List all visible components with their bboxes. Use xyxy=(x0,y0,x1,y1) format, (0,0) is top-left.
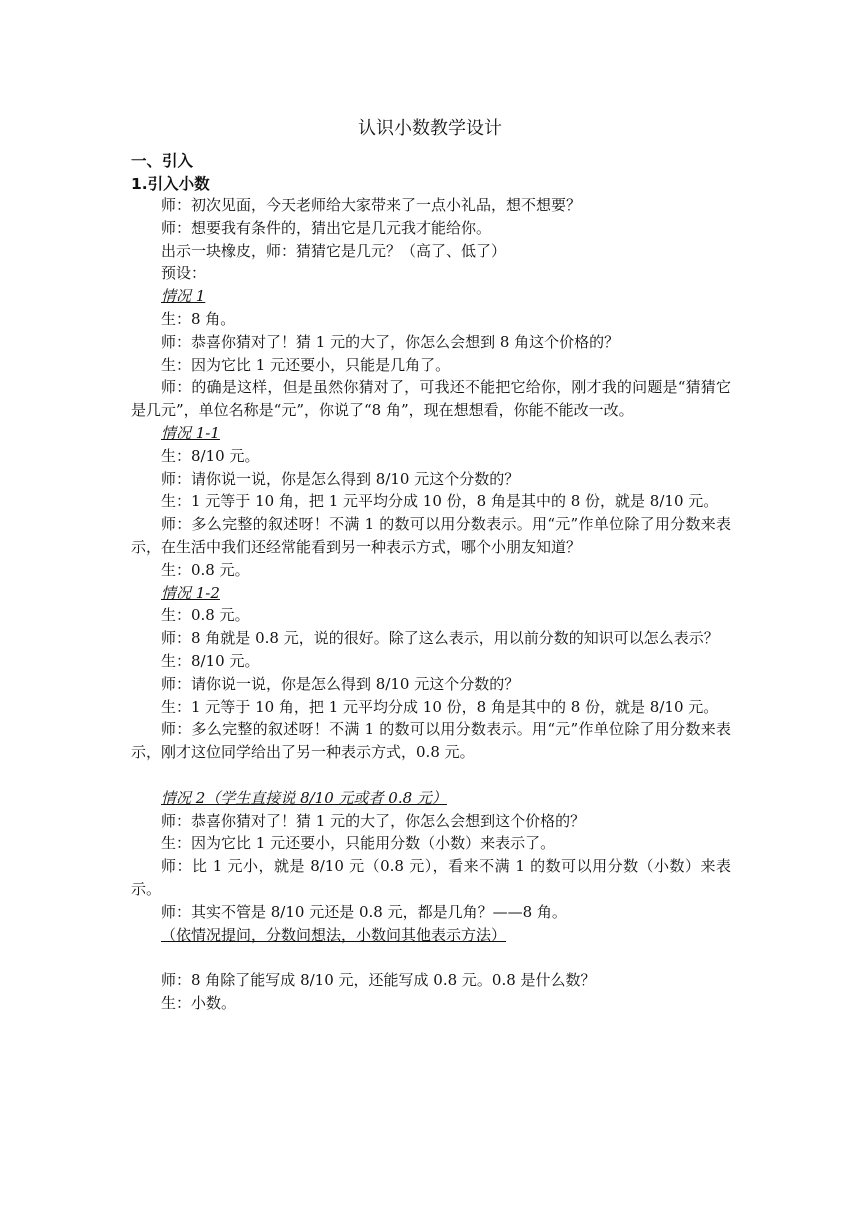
case-label: 情况 1-2 xyxy=(161,583,220,602)
paragraph: 师：恭喜你猜对了！猜 1 元的大了，你怎么会想到这个价格的？ xyxy=(161,811,586,830)
paragraph: 生：1 元等于 10 角，把 1 元平均分成 10 份，8 角是其中的 8 份，就是 8/10 元。 xyxy=(161,697,719,716)
case-label: 情况 1-1 xyxy=(161,423,220,442)
blank-line xyxy=(131,764,731,787)
document-body xyxy=(131,194,731,1015)
document-title: 认识小数教学设计 xyxy=(358,118,502,139)
paragraph: 师：8 角除了能写成 8/10 元，还能写成 0.8 元。0.8 是什么数？ xyxy=(161,971,596,990)
paragraph: 师：的确是这样，但是虽然你猜对了，可我还不能把它给你，刚才我的问题是“猜猜它是几元”，单位名称是“元”，你说了“8 角”，现在想想看，你能不能改一改。 xyxy=(131,378,731,420)
paragraph: 生：8/10 元。 xyxy=(161,651,260,670)
paragraph: 生：8/10 元。 xyxy=(161,446,260,465)
paragraph: 师：初次见面，今天老师给大家带来了一点小礼品，想不想要？ xyxy=(161,196,582,214)
paragraph: 生：小数。 xyxy=(161,993,237,1012)
paragraph: 师：请你说一说，你是怎么得到 8/10 元这个分数的？ xyxy=(161,469,520,488)
subsection-heading: 1.引入小数 xyxy=(131,175,210,193)
paragraph: 师：想要我有条件的，猜出它是几元我才能给你。 xyxy=(161,218,492,237)
paragraph: 师：请你说一说，你是怎么得到 8/10 元这个分数的？ xyxy=(161,674,520,693)
paragraph: 生：8 角。 xyxy=(161,309,236,328)
section-heading: 一、引入 xyxy=(131,152,194,170)
paragraph: 生：0.8 元。 xyxy=(161,560,250,579)
teaching-note: （依情况提问，分数问想法，小数问其他表示方法） xyxy=(161,925,507,944)
paragraph: 师：8 角就是 0.8 元，说的很好。除了这么表示，用以前分数的知识可以怎么表示？ xyxy=(161,629,719,648)
case-label: 情况 1 xyxy=(161,287,206,306)
paragraph: 师：其实不管是 8/10 元还是 0.8 元，都是几角？——8 角。 xyxy=(161,902,567,921)
paragraph: 师：恭喜你猜对了！猜 1 元的大了，你怎么会想到 8 角这个价格的？ xyxy=(161,332,620,351)
paragraph: 师：比 1 元小，就是 8/10 元（0.8 元），看来不满 1 的数可以用分数（小数）来表示。 xyxy=(131,857,731,898)
paragraph: 预设： xyxy=(161,264,207,283)
paragraph: 师：多么完整的叙述呀！不满 1 的数可以用分数表示。用“元”作单位除了用分数来表示，刚才这位同学给出了另一种表示方式，0.8 元。 xyxy=(131,720,731,762)
paragraph: 出示一块橡皮，师：猜猜它是几元？（高了、低了） xyxy=(161,241,507,260)
case-label: 情况 2（学生直接说 8/10 元或者 0.8 元） xyxy=(161,788,447,807)
paragraph: 生：0.8 元。 xyxy=(161,606,250,625)
paragraph: 生：因为它比 1 元还要小，只能是几角了。 xyxy=(161,355,451,374)
paragraph: 生：因为它比 1 元还要小，只能用分数（小数）来表示了。 xyxy=(161,834,556,853)
paragraph: 师：多么完整的叙述呀！不满 1 的数可以用分数表示。用“元”作单位除了用分数来表示，在生活中我们还经常能看到另一种表示方式，哪个小朋友知道？ xyxy=(131,515,731,556)
blank-line xyxy=(131,946,731,969)
paragraph: 生：1 元等于 10 角，把 1 元平均分成 10 份，8 角是其中的 8 份，就是 8/10 元。 xyxy=(161,492,719,511)
